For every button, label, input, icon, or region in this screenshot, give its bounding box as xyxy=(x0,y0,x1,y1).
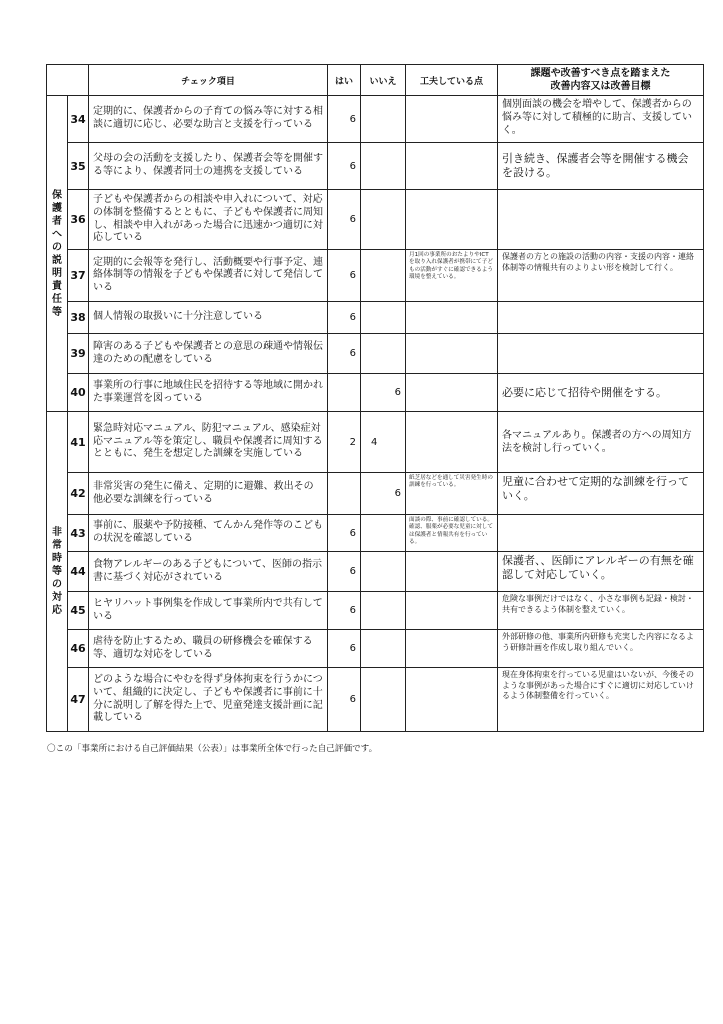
table-row xyxy=(47,473,704,515)
device-note: 紙芝居などを通して災害発生時の訓練を行っている。 xyxy=(406,473,498,515)
table-row xyxy=(47,552,704,592)
improvement-target: 各マニュアルあり。保護者の方への周知方法を検討し行っていく。 xyxy=(498,412,704,473)
no-count: 6 xyxy=(361,473,406,515)
no-count xyxy=(361,190,406,250)
row-number: 43 xyxy=(68,515,89,552)
header-improvement-target xyxy=(498,65,704,96)
header-yes: はい xyxy=(328,65,361,96)
table-row xyxy=(47,143,704,190)
check-item: 非常災害の発生に備え、定期的に避難、救出その他必要な訓練を行っている xyxy=(89,473,328,515)
row-number: 44 xyxy=(68,552,89,592)
device-note xyxy=(406,302,498,334)
row-number: 34 xyxy=(68,96,89,143)
check-item: 事業所の行事に地域住民を招待する等地域に開かれた事業運営を図っている xyxy=(89,374,328,412)
yes-count xyxy=(328,473,361,515)
header-target-line1: 課題や改善すべき点を踏まえた xyxy=(530,68,671,79)
device-note xyxy=(406,334,498,374)
device-note xyxy=(406,190,498,250)
check-item: ヒヤリハット事例集を作成して事業所内で共有している xyxy=(89,592,328,630)
device-note xyxy=(406,630,498,668)
yes-count xyxy=(328,374,361,412)
header-target-line2: 改善内容又は改善目標 xyxy=(550,81,651,92)
check-item: 定期的に、保護者からの子育ての悩み等に対する相談に適切に応じ、必要な助言と支援を行っている xyxy=(89,96,328,143)
no-count xyxy=(361,592,406,630)
improvement-target: 現在身体拘束を行っている児童はいないが、今後そのような事例があった場合にすぐに適切に対応していけるよう体制整備を行っていく。 xyxy=(498,668,704,732)
improvement-target: 外部研修の他、事業所内研修も充実した内容になるよう研修計画を作成し取り組んでいく。 xyxy=(498,630,704,668)
device-note xyxy=(406,592,498,630)
no-count xyxy=(361,552,406,592)
no-count xyxy=(361,515,406,552)
check-item: 子どもや保護者からの相談や申入れについて、対応の体制を整備するとともに、子どもや保護者に周知し、相談や申入れがあった場合に迅速かつ適切に対応している xyxy=(89,190,328,250)
row-number: 39 xyxy=(68,334,89,374)
check-item: 事前に、服薬や予防接種、てんかん発作等のこどもの状況を確認している xyxy=(89,515,328,552)
device-note: 面談の際、事前に確認している。確認、服薬が必要な児童に対しては保護者と情報共有を行っている。 xyxy=(406,515,498,552)
row-number: 35 xyxy=(68,143,89,190)
improvement-target xyxy=(498,190,704,250)
check-item: 定期的に会報等を発行し、活動概要や行事予定、連絡体制等の情報を子どもや保護者に対して発信している xyxy=(89,250,328,302)
yes-count: 6 xyxy=(328,668,361,732)
table-row xyxy=(47,250,704,302)
category-emergency-response: 非 常 時 等 の 対 応 xyxy=(47,412,68,732)
no-count xyxy=(361,630,406,668)
evaluation-sheet xyxy=(46,64,703,732)
device-note xyxy=(406,552,498,592)
no-count xyxy=(361,250,406,302)
row-number: 36 xyxy=(68,190,89,250)
yes-count: 6 xyxy=(328,515,361,552)
no-count xyxy=(361,302,406,334)
table-row xyxy=(47,668,704,732)
yes-count: 6 xyxy=(328,143,361,190)
device-note: 月1回の事業所のおたよりやICTを取り入れ保護者が携帯にて子どもの活動がすぐに確認できるよう環境を整えている。 xyxy=(406,250,498,302)
table-row xyxy=(47,96,704,143)
header-check-item: チェック項目 xyxy=(89,65,328,96)
improvement-target: 保護者、、医師にアレルギーの有無を確認して対応していく。 xyxy=(498,552,704,592)
table-row xyxy=(47,334,704,374)
check-item: 個人情報の取扱いに十分注意している xyxy=(89,302,328,334)
no-count: 6 xyxy=(361,374,406,412)
improvement-target xyxy=(498,302,704,334)
improvement-target xyxy=(498,515,704,552)
check-item: 障害のある子どもや保護者との意思の疎通や情報伝達のための配慮をしている xyxy=(89,334,328,374)
table-row xyxy=(47,302,704,334)
row-number: 42 xyxy=(68,473,89,515)
header-row xyxy=(47,65,704,96)
category-parent-accountability: 保 護 者 へ の 説 明 責 任 等 xyxy=(47,96,68,412)
device-note xyxy=(406,412,498,473)
improvement-target: 保護者の方との施設の活動の内容・支援の内容・連絡体制等の情報共有のよりよい形を検討して行く。 xyxy=(498,250,704,302)
improvement-target: 必要に応じて招待や開催をする。 xyxy=(498,374,704,412)
check-item: 緊急時対応マニュアル、防犯マニュアル、感染症対応マニュアル等を策定し、職員や保護者に周知するとともに、発生を想定した訓練を実施している xyxy=(89,412,328,473)
header-blank xyxy=(47,65,89,96)
header-no: いいえ xyxy=(361,65,406,96)
no-count xyxy=(361,668,406,732)
row-number: 47 xyxy=(68,668,89,732)
improvement-target: 個別面談の機会を増やして、保護者からの悩み等に対して積極的に助言、支援していく。 xyxy=(498,96,704,143)
no-count xyxy=(361,96,406,143)
device-note xyxy=(406,96,498,143)
improvement-target: 危険な事例だけではなく、小さな事例も記録・検討・共有できるよう体制を整えていく。 xyxy=(498,592,704,630)
row-number: 38 xyxy=(68,302,89,334)
check-item: 父母の会の活動を支援したり、保護者会等を開催する等により、保護者同士の連携を支援している xyxy=(89,143,328,190)
row-number: 37 xyxy=(68,250,89,302)
no-count xyxy=(361,334,406,374)
row-number: 40 xyxy=(68,374,89,412)
table-row xyxy=(47,412,704,473)
row-number: 41 xyxy=(68,412,89,473)
footer-note: 〇この「事業所における自己評価結果（公表）」は事業所全体で行った自己評価です。 xyxy=(47,744,378,754)
table-row xyxy=(47,592,704,630)
row-number: 45 xyxy=(68,592,89,630)
no-count: 4 xyxy=(361,412,406,473)
improvement-target: 児童に合わせて定期的な訓練を行っていく。 xyxy=(498,473,704,515)
improvement-target: 引き続き、保護者会等を開催する機会を設ける。 xyxy=(498,143,704,190)
check-item: どのような場合にやむを得ず身体拘束を行うかについて、組織的に決定し、子どもや保護者に事前に十分に説明し了解を得た上で、児童発達支援計画に記載している xyxy=(89,668,328,732)
device-note xyxy=(406,374,498,412)
device-note xyxy=(406,668,498,732)
check-item: 虐待を防止するため、職員の研修機会を確保する等、適切な対応をしている xyxy=(89,630,328,668)
yes-count: 6 xyxy=(328,302,361,334)
improvement-target xyxy=(498,334,704,374)
table-row xyxy=(47,190,704,250)
table-row xyxy=(47,630,704,668)
yes-count: 2 xyxy=(328,412,361,473)
yes-count: 6 xyxy=(328,630,361,668)
table-row xyxy=(47,515,704,552)
header-device: 工夫している点 xyxy=(406,65,498,96)
yes-count: 6 xyxy=(328,334,361,374)
table-row xyxy=(47,374,704,412)
row-number: 46 xyxy=(68,630,89,668)
yes-count: 6 xyxy=(328,552,361,592)
evaluation-table xyxy=(46,64,704,732)
yes-count: 6 xyxy=(328,190,361,250)
yes-count: 6 xyxy=(328,250,361,302)
yes-count: 6 xyxy=(328,592,361,630)
no-count xyxy=(361,143,406,190)
yes-count: 6 xyxy=(328,96,361,143)
check-item: 食物アレルギーのある子どもについて、医師の指示書に基づく対応がされている xyxy=(89,552,328,592)
device-note xyxy=(406,143,498,190)
